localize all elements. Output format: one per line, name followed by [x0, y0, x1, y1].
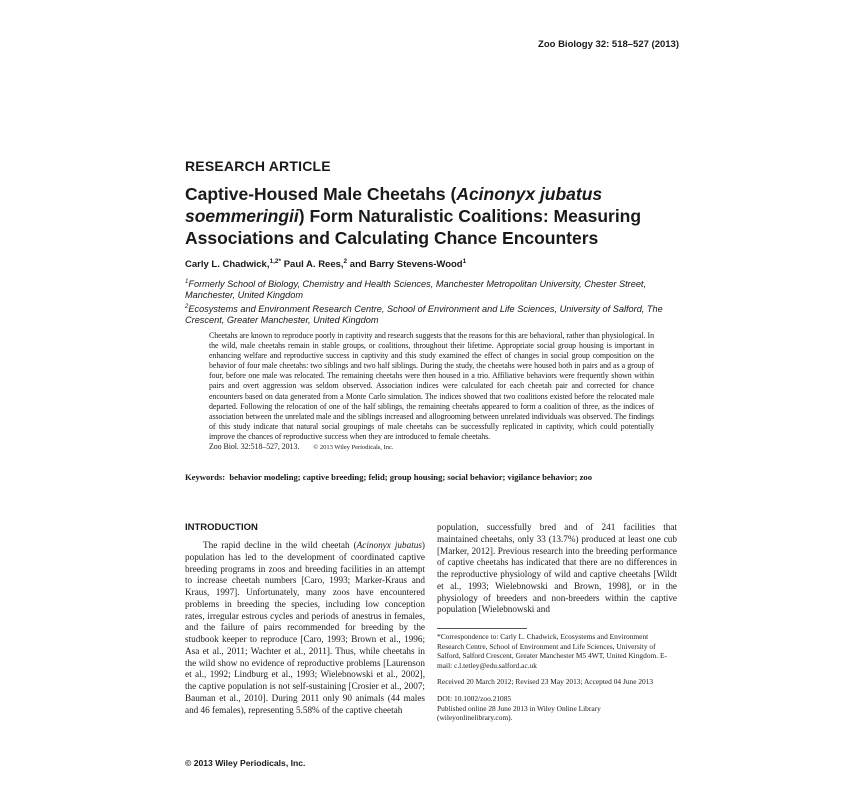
- article-title: [185, 183, 685, 249]
- title-text: Captive-Housed Male Cheetahs (: [185, 184, 457, 204]
- body-text: The rapid decline in the wild cheetah (: [203, 540, 357, 550]
- abstract-copyright: © 2013 Wiley Periodicals, Inc.: [313, 444, 394, 452]
- body-column-right: [437, 522, 677, 616]
- affiliation-text: Formerly School of Biology, Chemistry and Health Sciences, Manchester Metropolitan University, Chester Street, Manchester, United Kingdom: [185, 279, 647, 301]
- species-name: Acinonyx jubatus: [356, 540, 422, 550]
- affiliation-item: [185, 277, 675, 302]
- section-heading: INTRODUCTION: [185, 522, 258, 533]
- author-name: Carly L. Chadwick,: [185, 259, 270, 271]
- keywords-line: [185, 472, 675, 482]
- abstract-text: Cheetahs are known to reproduce poorly in captivity and research suggests that the reasons for this are behavioral, rather than physiological. In the wild, male cheetahs remain in stable groups, or coalitions, throughout their lifetime. Appropriate social group housing is important in enhancing welfare and reproductive success in captivity and this study examined the effect of changes in social group composition on the behavior of four male cheetahs: two siblings and two half siblings. During the study, the cheetahs were housed both in pairs and as a group of four, before one male was relocated. The remaining cheetahs were then housed in a trio. Affiliative behaviors were frequently shown within pairs and overt aggression was seldom observed. Association indices were calculated for each cheetah pair and corrected for chance encounters based on data generated from a Monte Carlo simulation. The indices showed that two coalitions existed before the relocated male departed. Following the relocation of one of the half siblings, the remaining cheetahs appeared to form a coalition of three, as the indices of association between the unrelated male and the siblings increased and allogrooming between unrelated individuals was observed. The findings of this study indicate that natural social groupings of male cheetahs can be successfully replicated in captivity, which could potentially improve the chances of reproductive success when they are introduced to female cheetahs.: [209, 331, 654, 441]
- author-affiliation-marker: 2: [343, 258, 348, 265]
- article-type-label: RESEARCH ARTICLE: [185, 158, 331, 174]
- footnote-divider: [437, 628, 527, 629]
- doi: DOI: 10.1002/zoo.21085: [437, 693, 512, 703]
- footer-copyright: © 2013 Wiley Periodicals, Inc.: [185, 758, 306, 768]
- published-online: Published online 28 June 2013 in Wiley Online Library (wileyonlinelibrary.com).: [437, 703, 601, 723]
- keywords-label: Keywords:: [185, 472, 226, 482]
- journal-reference: Zoo Biology 32: 518–527 (2013): [538, 39, 679, 50]
- affiliation-text: Ecosystems and Environment Research Centre, School of Environment and Life Sciences, University of Salford, The Crescent, Greater Manchester, United Kingdom: [185, 303, 663, 326]
- body-paragraph: [185, 540, 425, 716]
- author-name: and Barry Stevens-Wood: [347, 259, 463, 271]
- affiliation-marker: 1: [185, 279, 189, 285]
- abstract: [209, 331, 654, 453]
- footnotes: [437, 632, 677, 723]
- correspondence-note: *Correspondence to: Carly L. Chadwick, Ecosystems and Environment Research Centre, School of Environment and Life Sciences, University of Salford, Salford Crescent, Greater Manchester M5 4WT, United Kingdom. E-mail: c.l.tetley@edu.salford.ac.uk: [437, 632, 667, 670]
- affiliation-marker: 2: [185, 303, 189, 310]
- body-paragraph: population, successfully bred and of 241 facilities that maintained cheetahs, only 33 (13.7%) produced at least one cub [Marker, 2012]. Previous research into the breeding performance of captive cheetahs has indicated that there are no differences in the reproductive physiology of wild and captive cheetahs [Wildt et al., 1993; Wielebnowski and Brown, 1998], or in the physiology of breeders and non-breeders within the captive population [Wielebnowski and: [437, 522, 677, 615]
- affiliations: [185, 277, 675, 327]
- author-name: Paul A. Rees,: [281, 259, 344, 271]
- author-list: [185, 258, 466, 270]
- body-column-left: [185, 540, 425, 716]
- title-species-name: Acinonyx jubatus soemmeringii: [185, 184, 603, 226]
- abstract-citation: Zoo Biol. 32:518–527, 2013.: [209, 442, 300, 452]
- title-text-continued: ) Form Naturalistic Coalitions: Measuring Associations and Calculating Chance Encounters: [185, 206, 642, 248]
- author-affiliation-marker: 1,2*: [269, 258, 282, 265]
- received-dates: Received 20 March 2012; Revised 23 May 2013; Accepted 04 June 2013: [437, 677, 654, 687]
- author-affiliation-marker: 1: [462, 258, 467, 265]
- body-text-continued: ) population has led to the development of coordinated captive breeding programs in zoos and breeding facilities in an attempt to increase cheetah numbers [Caro, 1993; Marker-Kraus and Kraus, 1997]. Unfortunately, many zoos have encountered problems in breeding the species, including low conception rates, irregular estrous cycles and periods of anestrus in females, and the failure of pairs recommended for breeding by the studbook keeper to reproduce [Caro, 1993; Brown et al., 1996; Asa et al., 2011; Wachter et al., 2011]. Thus, while cheetahs in the wild show no evidence of reproductive problems [Laurenson et al., 1992; Lindburg et al., 1993; Wielebnowski et al., 2002], the captive population is not self-sustaining [Crosier et al., 2007; Bauman et al., 2010]. During 2011 only 90 animals (44 males and 46 females), representing 5.58% of the captive cheetah: [185, 540, 425, 715]
- keywords-list: behavior modeling; captive breeding; felid; group housing; social behavior; vigilance behavior; zoo: [229, 472, 593, 482]
- affiliation-item: [185, 302, 675, 327]
